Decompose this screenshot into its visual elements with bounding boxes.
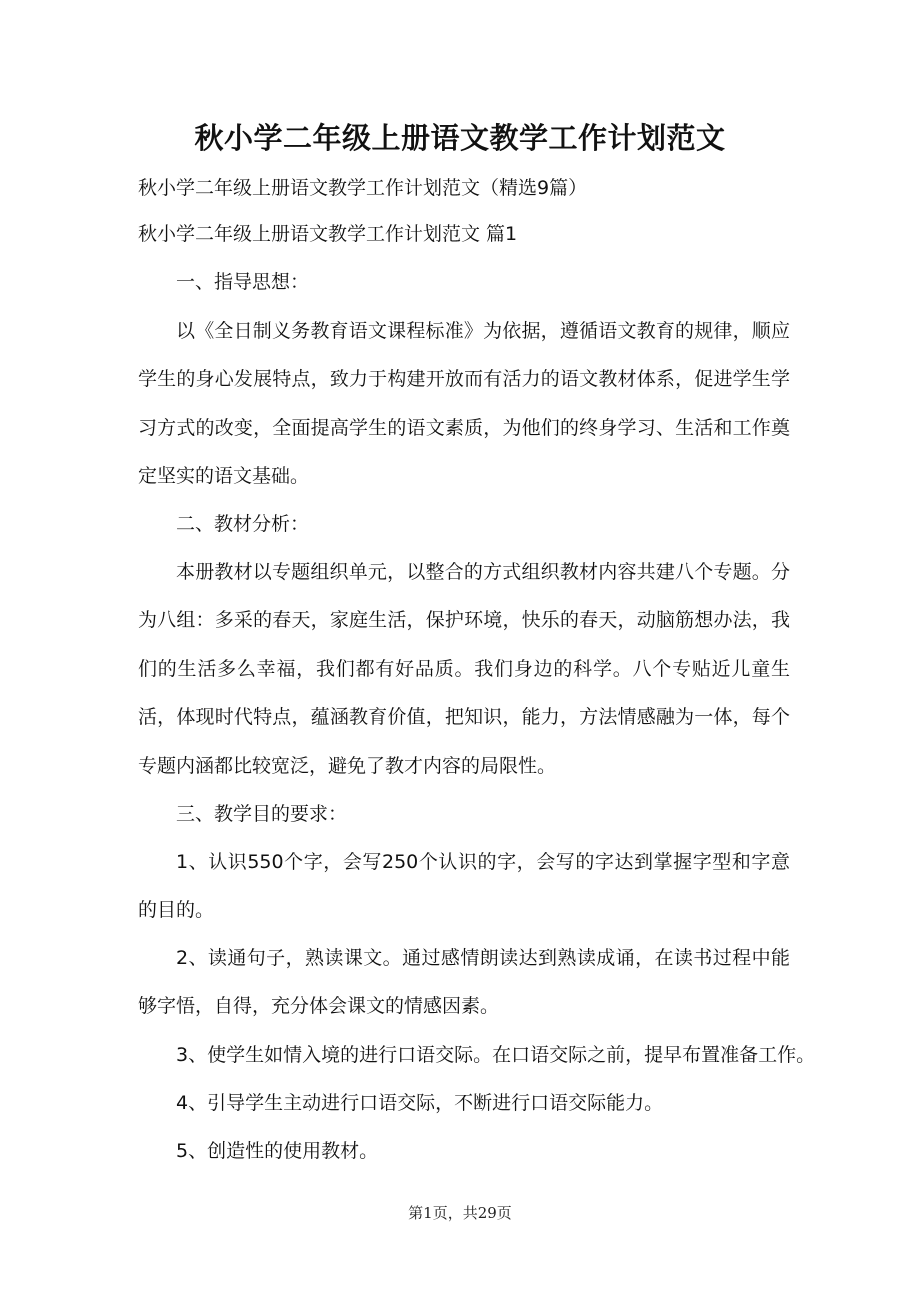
heading-textbook-analysis: 二、教材分析： xyxy=(176,513,310,535)
requirement-item-5: 5、创造性的使用教材。 xyxy=(176,1140,379,1162)
document-title: 秋小学二年级上册语文教学工作计划范文 xyxy=(194,121,726,155)
page-number-footer: 第1页，共29页 xyxy=(408,1204,512,1222)
section-heading: 秋小学二年级上册语文教学工作计划范文 篇1 xyxy=(138,223,518,245)
paragraph-guiding-ideology: 以《全日制义务教育语文课程标准》为依据，遵循语文教育的规律，顺应学生的身心发展特点，致力于构建开放而有活力的语文教材体系，促进学生学习方式的改变，全面提高学生的语文素质，为他们的终身学习、生活和工作奠定坚实的语文基础。 xyxy=(138,320,790,488)
requirement-item-1: 1、认识550个字，会写250个认识的字，会写的字达到掌握字型和字意的目的。 xyxy=(138,851,790,922)
heading-guiding-ideology: 一、指导思想： xyxy=(176,271,310,293)
requirement-item-4: 4、引导学生主动进行口语交际，不断进行口语交际能力。 xyxy=(176,1092,664,1114)
paragraph-textbook-analysis: 本册教材以专题组织单元，以整合的方式组织教材内容共建八个专题。分为八组：多采的春天，家庭生活，保护环境，快乐的春天，动脑筋想办法，我们的生活多么幸福，我们都有好品质。我们身边的科学。八个专贴近儿童生活，体现时代特点，蕴涵教育价值，把知识，能力，方法情感融为一体，每个专题内涵都比较宽泛，避免了教才内容的局限性。 xyxy=(138,561,790,777)
requirement-item-3: 3、使学生如情入境的进行口语交际。在口语交际之前，提早布置准备工作。 xyxy=(176,1044,816,1066)
requirement-item-2: 2、读通句子，熟读课文。通过感情朗读达到熟读成诵，在读书过程中能够字悟，自得，充分体会课文的情感因素。 xyxy=(138,947,790,1018)
document-subtitle: 秋小学二年级上册语文教学工作计划范文（精选9篇） xyxy=(138,177,588,199)
heading-teaching-requirements: 三、教学目的要求： xyxy=(176,803,348,825)
